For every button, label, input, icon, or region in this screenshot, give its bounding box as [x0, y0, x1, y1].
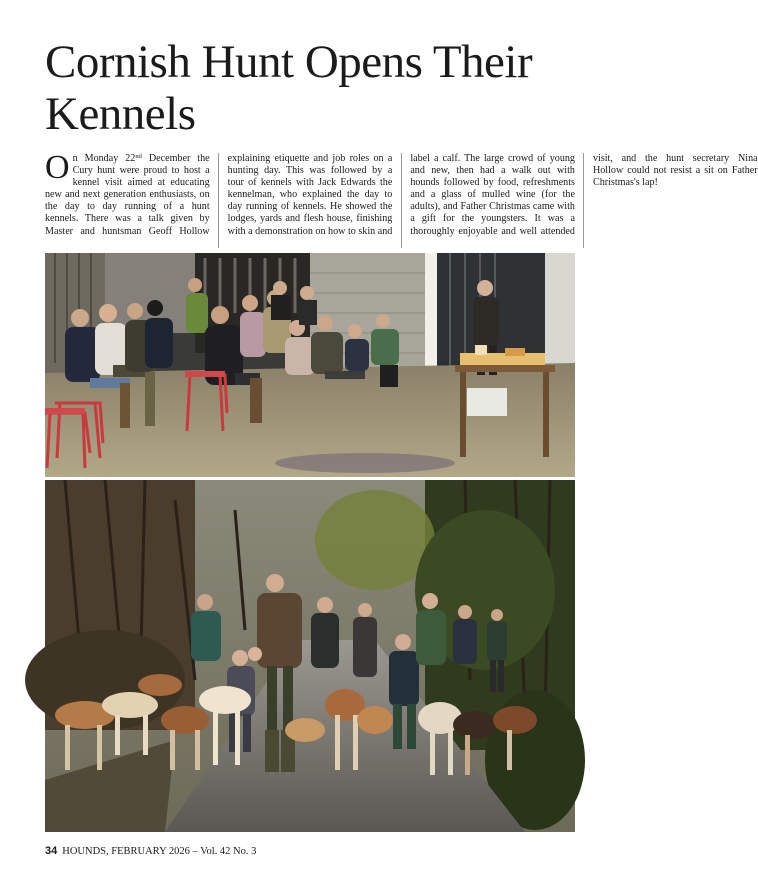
page-footer — [45, 845, 256, 857]
article-body — [45, 149, 758, 248]
page-number: 34 — [45, 845, 58, 857]
paragraph-text-rest: December the Cury hunt were proud to host a kennel visit aimed at educating new and next generation enthusiasts, on the day to day running of a hunt kennels. There was a talk given by Master and huntsman Geoff Hollow explaining etiquette and job roles on a hunting day. This was followed by a tour of kennels with Jack Edwards the kennelman, who explained the day to day running of kennels. He showed the lodges, yards and flesh house, finishing with a demonstration on how to skin and label a calf. The large crowd of young and new, then had a walk out with hounds followed by food, refreshments and a glass of mulled wine (for the adults), and Father Christmas came with a gift for the youngsters. It was a thoroughly enjoyable and well attended visit, and the hunt secretary Nina Hollow could not resist a sit on Father Christmas's lap! — [45, 153, 758, 237]
publication-info: HOUNDS, FEBRUARY 2026 – Vol. 42 No. 3 — [62, 846, 257, 857]
article-paragraph — [45, 149, 758, 248]
kennel-talk-photo — [45, 253, 575, 477]
article-headline: Cornish Hunt Opens Their Kennels — [45, 36, 533, 140]
hound-walk-photo — [45, 480, 575, 832]
ordinal-suffix: nd — [135, 153, 142, 160]
drop-cap: O — [45, 149, 70, 186]
paragraph-text-start: n Monday 22 — [72, 153, 136, 164]
